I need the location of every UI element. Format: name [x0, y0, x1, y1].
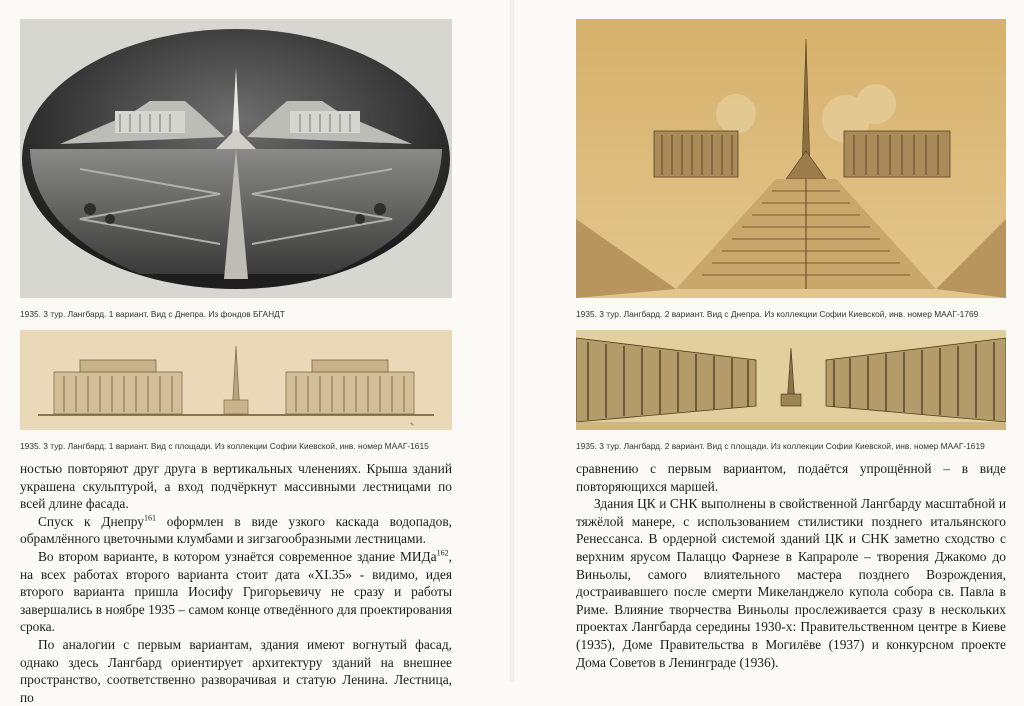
left-page: [0, 0, 512, 705]
facade-elevation-drawing: [20, 330, 452, 430]
paragraph: Во втором варианте, в котором узнаётся современное здание МИДа$^{162}$, на всех работах второго варианта стоит дата «XI.35» - видимо, идея второго варианта пришла Иосифу Григорьевичу не сразу и работы завершались в ноябре 1935 – самом конце отведённого для проектирования срока.: [20, 548, 452, 635]
right-page: [512, 0, 1024, 681]
svg-text:✎: ✎: [410, 423, 415, 428]
staircase-perspective-drawing: [576, 19, 1006, 298]
figure-caption: 1935. 3 тур. Лангбард. 1 вариант. Вид с площади. Из коллекции Софии Киевской, инв. номер МААГ-1615: [20, 441, 429, 451]
figure-staircase-view-from-dnieper: [576, 19, 1006, 298]
figure-oval-view-from-dnieper: [20, 19, 452, 298]
body-text-left: [20, 460, 452, 706]
body-text-right: [576, 460, 1006, 671]
footnote-ref[interactable]: 161: [143, 513, 156, 523]
footnote-ref[interactable]: 162: [436, 548, 449, 558]
oval-perspective-drawing: [20, 19, 452, 298]
figure-colonnade-view-from-square: [576, 330, 1006, 430]
paragraph: По аналогии с первым вариантам, здания имеют вогнутый фасад, однако здесь Лангбард ориентирует архитектуру зданий на внешнее пространство, соответственно разворачивая и статую Ленина. Лестница, по: [20, 636, 452, 705]
paragraph: ностью повторяют друг друга в вертикальных членениях. Крыша зданий украшена скульптурой, а вход подчёркнут массивными лестницами по всей длине фасада.: [20, 461, 452, 512]
paragraph: Спуск к Днепру$^{161}$ оформлен в виде узкого каскада водопадов, обрамлённого цветочными клумбами и зигзагообразными лестницами.: [20, 513, 452, 547]
figure-caption: 1935. 3 тур. Лангбард. 2 вариант. Вид с Днепра. Из коллекции Софии Киевской, инв. номер МААГ-1769: [576, 309, 979, 319]
colonnade-perspective-drawing: [576, 330, 1006, 430]
figure-view-from-square: [20, 330, 452, 430]
paragraph: Здания ЦК и СНК выполнены в свойственной Лангбарду масштабной и тяжёлой манере, с использованием стилистики позднего итальянского Ренессанса. В ордерной системой зданий ЦК и СНК заметно сходство с верхним ярусом Палаццо Фарнезе в Капрароле – творения Джакомо до Виньолы, самого влиятельного мастера позднего Возрождения, достраивавшего после смерти Микеланджело купола собора св. Павла в Риме. Влияние творчества Виньолы прослеживается сразу в нескольких проектах Лангбарда середины 1930-х: Правительственном центре в Киеве (1935), Доме Правительства в Могилёве (1937) и конкурсном проекте Дома Советов в Ленинграде (1936).: [576, 496, 1006, 670]
figure-caption: 1935. 3 тур. Лангбард. 1 вариант. Вид с Днепра. Из фондов БГАНДТ: [20, 309, 285, 319]
figure-caption: 1935. 3 тур. Лангбард. 2 вариант. Вид с площади. Из коллекции Софии Киевской, инв. номер МААГ-1619: [576, 441, 985, 451]
paragraph: сравнению с первым вариантом, подаётся упрощённой – в виде повторяющихся маршей.: [576, 461, 1006, 494]
